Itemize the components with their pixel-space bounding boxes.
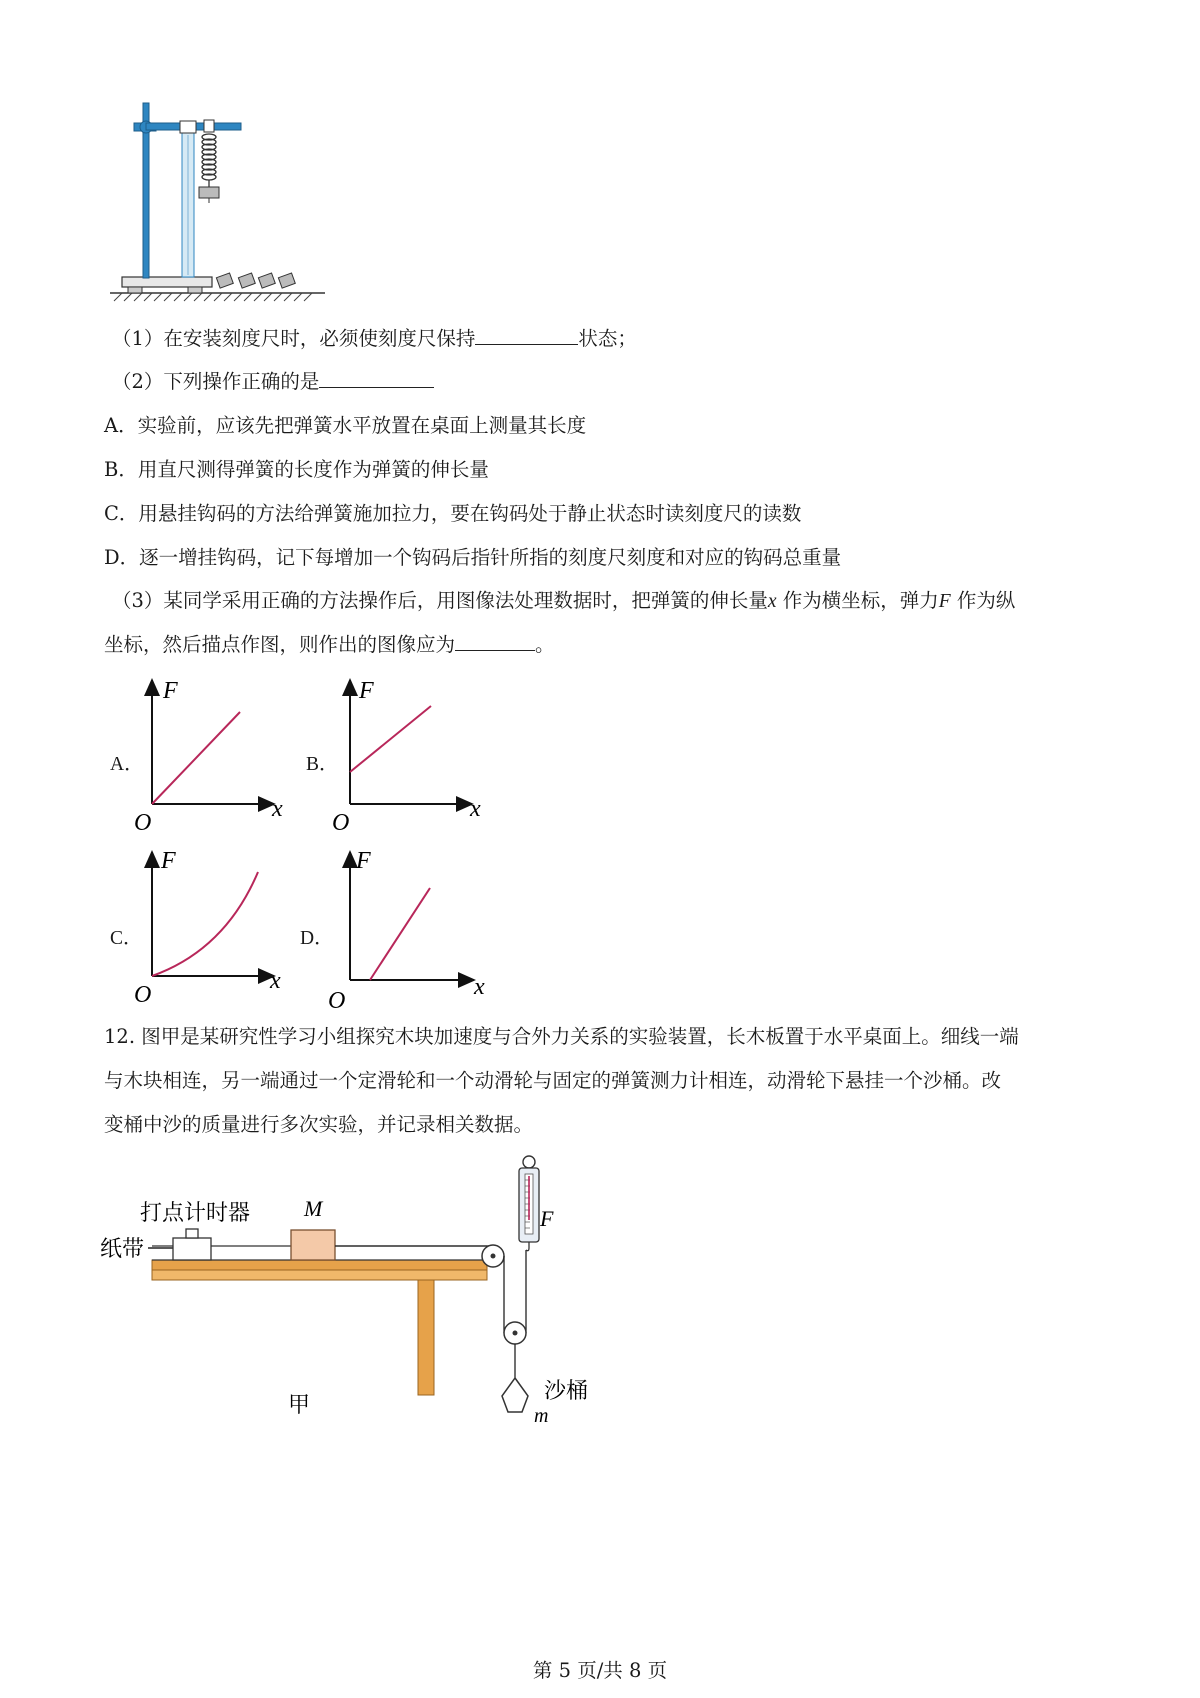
graph-d-label[interactable]: D． (300, 928, 334, 949)
var-F: F (938, 591, 951, 612)
graph-c-O: O (134, 982, 152, 1007)
graph-d-x: x (474, 974, 485, 1000)
mass-m-label: m (534, 1405, 549, 1427)
q11-sub2 (112, 367, 434, 397)
graph-a-x: x (272, 796, 283, 822)
graph-b-line (350, 706, 431, 772)
graph-b-O: O (332, 810, 350, 835)
answer-blank-1[interactable] (475, 324, 578, 345)
force-F-label: F (540, 1206, 554, 1231)
graph-c-x: x (270, 968, 281, 994)
page-footer: 第 5 页/共 8 页 (532, 1659, 668, 1682)
graph-b-label[interactable]: B． (306, 754, 339, 775)
option-d: D．逐一增挂钩码，记下每增加一个钩码后指针所指的刻度尺刻度和对应的钩码总重量 (104, 546, 842, 569)
answer-blank-2[interactable] (319, 367, 434, 388)
q11-sub3-line2 (104, 630, 555, 660)
q11-sub3-text-e: 。 (535, 633, 555, 656)
graph-c-curve (152, 872, 258, 976)
graph-d-F: F (356, 848, 371, 874)
q11-sub3-text-b: 作为横坐标，弹力 (782, 589, 939, 612)
bucket-label: 沙桶 (544, 1378, 589, 1403)
q11-sub1 (112, 324, 637, 354)
q12-line3: 变桶中沙的质量进行多次实验，并记录相关数据。 (104, 1113, 534, 1136)
q11-sub2-text: （2）下列操作正确的是 (112, 370, 320, 393)
graph-d (326, 842, 506, 1012)
graph-d-O: O (328, 988, 346, 1012)
graph-a-F: F (163, 678, 178, 704)
graph-a-line (152, 712, 240, 804)
q11-sub3-text-c: 作为纵 (956, 589, 1016, 612)
option-c: C．用悬挂钩码的方法给弹簧施加拉力，要在钩码处于静止状态时读刻度尺的读数 (104, 502, 802, 525)
spring-apparatus-figure (100, 95, 340, 330)
graph-b-x: x (470, 796, 481, 822)
q12-line1: 12. 图甲是某研究性学习小组探究木块加速度与合外力关系的实验装置，长木板置于水平桌面上。细线一端 (104, 1025, 1019, 1048)
tape-label: 纸带 (100, 1236, 145, 1261)
q11-sub3-text-a: （3）某同学采用正确的方法操作后，用图像法处理数据时，把弹簧的伸长量 (112, 589, 768, 612)
q12-line2: 与木块相连，另一端通过一个定滑轮和一个动滑轮与固定的弹簧测力计相连，动滑轮下悬挂一个沙桶。改 (104, 1069, 1002, 1092)
figure-caption: 甲 (288, 1392, 311, 1417)
q11-sub1-post: 状态； (578, 327, 637, 350)
option-b: B．用直尺测得弹簧的长度作为弹簧的伸长量 (104, 458, 489, 481)
graph-b (328, 670, 498, 835)
mass-M-label: M (304, 1196, 323, 1221)
graph-b-F: F (359, 678, 374, 704)
var-x: x (767, 591, 777, 612)
q11-sub3-line1 (112, 586, 1015, 617)
graph-c-F: F (161, 848, 176, 874)
q11-sub3-text-d: 坐标，然后描点作图，则作出的图像应为 (104, 633, 456, 656)
answer-blank-3[interactable] (455, 630, 535, 651)
graph-a-O: O (134, 810, 152, 835)
graph-a-label[interactable]: A． (110, 754, 144, 775)
graph-a (130, 670, 300, 835)
option-a: A．实验前，应该先把弹簧水平放置在桌面上测量其长度 (104, 414, 587, 437)
graph-c (130, 842, 300, 1007)
graph-c-label[interactable]: C． (110, 928, 143, 949)
experiment-apparatus-figure (100, 1150, 620, 1580)
graph-d-line (370, 888, 430, 980)
timer-label: 打点计时器 (140, 1200, 251, 1225)
q11-sub1-text: （1）在安装刻度尺时，必须使刻度尺保持 (112, 327, 476, 350)
